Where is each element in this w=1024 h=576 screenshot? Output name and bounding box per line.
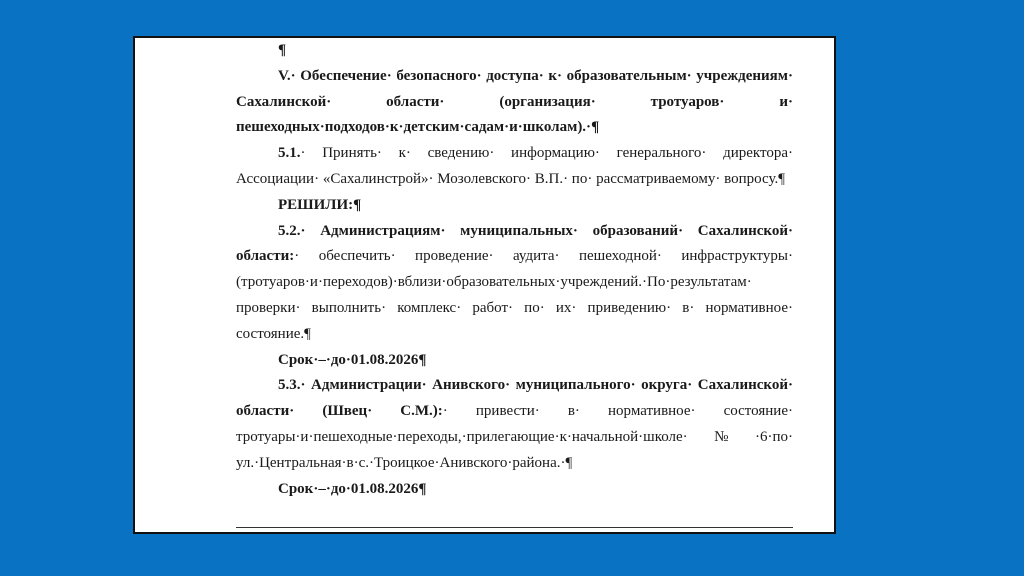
item-text: · Принять· к· сведению· информацию· генерального· директора· Ассоциации· «Сахалинстрой»· Мозолевского· В.П.· по· рассматриваемому· вопросу.¶ bbox=[236, 145, 793, 187]
item-lead: 5.3.· Администрации· Анивского· муниципального· округа· Сахалинской· области· (Швец· С.М.): bbox=[236, 377, 793, 420]
deadline-line: Срок·–·до·01.08.2026¶ bbox=[278, 480, 427, 497]
section-heading: V.· Обеспечение· безопасного· доступа· к· образовательным· учреждениям· Сахалинской· области· (организация· тротуаров· и· пешеходных·подходов·к·детским·садам·и·школам).·¶ bbox=[236, 67, 793, 136]
paragraph-5-3 bbox=[236, 373, 793, 476]
paragraph-5-1 bbox=[236, 141, 793, 193]
deadline-line: Срок·–·до·01.08.2026¶ bbox=[278, 351, 427, 368]
item-lead: 5.2.· Администрациям· муниципальных· образований· Сахалинской· области: bbox=[236, 222, 793, 265]
item-number: 5.1. bbox=[278, 145, 301, 162]
item-text: · привести· в· нормативное· состояние· тротуары·и·пешеходные·переходы,·прилегающие·к·начальной·школе·№·6·по· ул.·Центральная·в·с.·Троицкое·Анивского·района.·¶ bbox=[236, 403, 793, 471]
footnote-separator-line bbox=[236, 527, 793, 528]
document-page bbox=[133, 36, 836, 534]
item-text: · обеспечить· проведение· аудита· пешеходной· инфраструктуры· (тротуаров·и·переходов)·вблизи·образовательных·учреждений.·По·результатам· проверки· выполнить· комплекс· работ· по· их· приведению· в· нормативное· состояние.¶ bbox=[236, 248, 793, 342]
document-body bbox=[236, 38, 793, 502]
decided-heading: РЕШИЛИ:¶ bbox=[278, 196, 362, 213]
pilcrow-empty-line: ¶ bbox=[278, 42, 287, 58]
paragraph-5-2 bbox=[236, 219, 793, 348]
